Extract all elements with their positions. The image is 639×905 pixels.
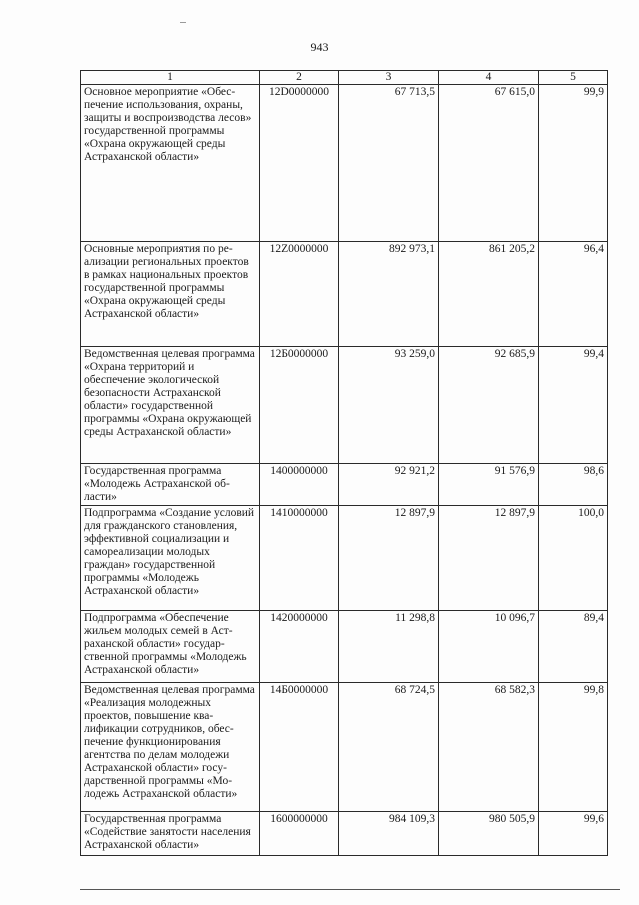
program-name: Основное мероприятие «Обеспечение использования, охраны, защиты и воспроизводства лесов» государственной программы «Охрана окружающей среды Астраханской области» (81, 85, 260, 242)
execution-percent: 98,6 (539, 464, 608, 506)
plan-amount: 92 921,2 (339, 464, 439, 506)
page-bottom-rule (80, 889, 620, 890)
budget-table (80, 70, 608, 856)
fact-amount: 68 582,3 (439, 683, 539, 812)
execution-percent: 99,6 (539, 812, 608, 856)
header-col-3: 3 (339, 71, 439, 85)
program-code: 1400000000 (260, 464, 339, 506)
page-number: 943 (310, 40, 329, 54)
fact-amount: 980 505,9 (439, 812, 539, 856)
execution-percent: 96,4 (539, 242, 608, 347)
program-name: Государственная программа «Содействие занятости населения Астраханской области» (81, 812, 260, 856)
table-row (81, 611, 608, 683)
table-row (81, 812, 608, 856)
execution-percent: 99,4 (539, 347, 608, 464)
plan-amount: 67 713,5 (339, 85, 439, 242)
program-name: Основные мероприятия по реализации региональных проектов в рамках национальных проектов государственной программы «Охрана окружающей среды Астраханской области» (81, 242, 260, 347)
program-code: 1600000000 (260, 812, 339, 856)
header-col-1: 1 (81, 71, 260, 85)
header-col-4: 4 (439, 71, 539, 85)
header-col-5: 5 (539, 71, 608, 85)
header-row (81, 71, 608, 85)
plan-amount: 11 298,8 (339, 611, 439, 683)
table-row (81, 464, 608, 506)
fact-amount: 92 685,9 (439, 347, 539, 464)
program-code: 14Б0000000 (260, 683, 339, 812)
program-code: 1420000000 (260, 611, 339, 683)
execution-percent: 99,8 (539, 683, 608, 812)
plan-amount: 984 109,3 (339, 812, 439, 856)
program-name: Государственная программа «Молодежь Астраханской области» (81, 464, 260, 506)
execution-percent: 99,9 (539, 85, 608, 242)
program-code: 1410000000 (260, 506, 339, 611)
plan-amount: 68 724,5 (339, 683, 439, 812)
table-row (81, 506, 608, 611)
program-code: 12Б0000000 (260, 347, 339, 464)
fact-amount: 12 897,9 (439, 506, 539, 611)
plan-amount: 93 259,0 (339, 347, 439, 464)
plan-amount: 892 973,1 (339, 242, 439, 347)
fact-amount: 10 096,7 (439, 611, 539, 683)
scan-mark (180, 22, 186, 23)
fact-amount: 67 615,0 (439, 85, 539, 242)
plan-amount: 12 897,9 (339, 506, 439, 611)
fact-amount: 861 205,2 (439, 242, 539, 347)
execution-percent: 89,4 (539, 611, 608, 683)
table-row (81, 242, 608, 347)
program-code: 12Z0000000 (260, 242, 339, 347)
fact-amount: 91 576,9 (439, 464, 539, 506)
program-name: Ведомственная целевая программа «Охрана территорий и обеспечение экологической безопасности Астраханской области» государственной программы «Охрана окружающей среды Астраханской области» (81, 347, 260, 464)
program-name: Ведомственная целевая программа «Реализация молодежных проектов, повышение квалификации сотрудников, обеспечение функционирования агентства по делам молодежи Астраханской области» государственной программы «Молодежь Астраханской области» (81, 683, 260, 812)
program-code: 12D0000000 (260, 85, 339, 242)
program-name: Подпрограмма «Обеспечение жильем молодых семей в Астраханской области» государственной программы «Молодежь Астраханской области» (81, 611, 260, 683)
header-col-2: 2 (260, 71, 339, 85)
table-row (81, 85, 608, 242)
table-row (81, 347, 608, 464)
table-row (81, 683, 608, 812)
execution-percent: 100,0 (539, 506, 608, 611)
program-name: Подпрограмма «Создание условий для гражданского становления, эффективной социализации и самореализации молодых граждан» государственной программы «Молодежь Астраханской области» (81, 506, 260, 611)
